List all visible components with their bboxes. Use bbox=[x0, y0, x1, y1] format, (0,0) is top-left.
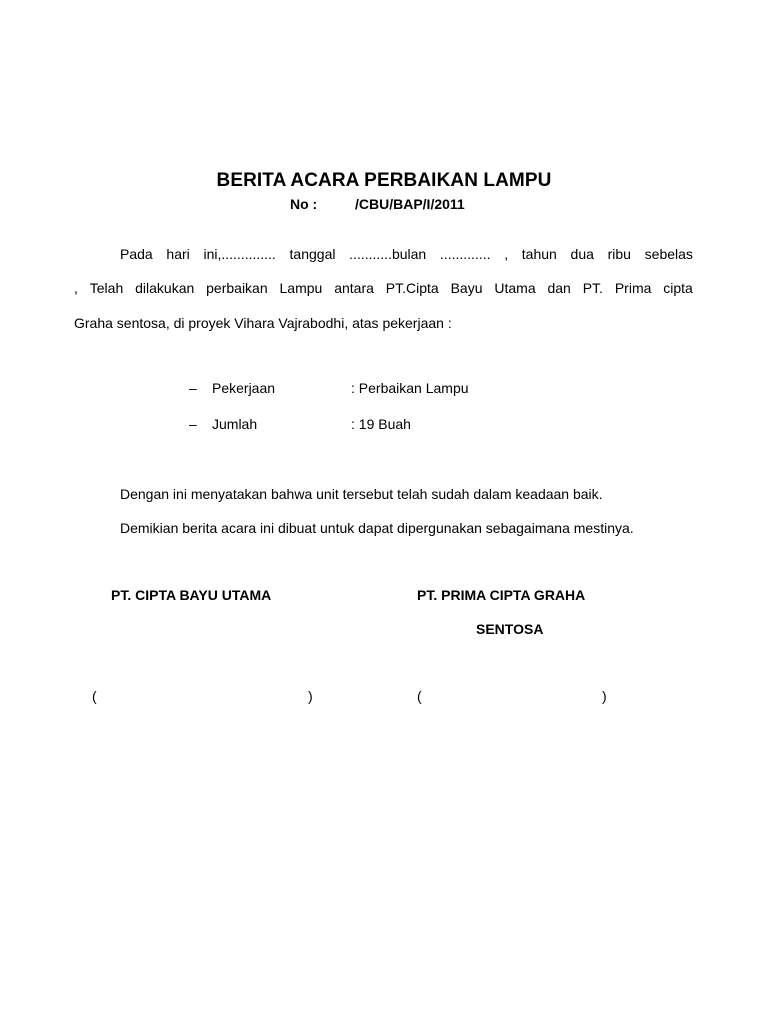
paragraph-word: , bbox=[74, 280, 78, 296]
item-label-pekerjaan: Pekerjaan bbox=[212, 380, 276, 396]
paragraph-word: Bayu bbox=[450, 280, 483, 296]
signature-right-company-line-2: SENTOSA bbox=[476, 621, 544, 637]
paragraph-word: perbaikan bbox=[206, 280, 268, 296]
paragraph-word: hari bbox=[166, 246, 190, 262]
statement-condition: Dengan ini menyatakan bahwa unit tersebut telah sudah dalam keadaan baik. bbox=[120, 486, 603, 502]
document-number-value: /CBU/BAP/I/2011 bbox=[355, 196, 465, 212]
signature-right-company-line-1: PT. PRIMA CIPTA GRAHA bbox=[417, 587, 586, 603]
paragraph-word: cipta bbox=[663, 280, 693, 296]
paragraph-word: antara bbox=[334, 280, 374, 296]
paragraph-word: tanggal bbox=[289, 246, 336, 262]
paragraph-word: PT. bbox=[582, 280, 603, 296]
paragraph-word: Utama bbox=[494, 280, 536, 296]
list-bullet: – bbox=[189, 416, 197, 432]
paragraph-word: PT.Cipta bbox=[385, 280, 439, 296]
paragraph-word: ribu bbox=[607, 246, 631, 262]
paragraph-word: Prima bbox=[614, 280, 652, 296]
document-number-label: No : bbox=[290, 196, 318, 212]
signature-left-open-paren: ( bbox=[92, 688, 97, 704]
item-label-jumlah: Jumlah bbox=[212, 416, 258, 432]
paragraph-word: ...........bulan bbox=[349, 246, 427, 262]
signature-left-company: PT. CIPTA BAYU UTAMA bbox=[111, 587, 272, 603]
paragraph-line-3: Graha sentosa, di proyek Vihara Vajrabodhi, atas pekerjaan : bbox=[74, 315, 452, 331]
item-value-jumlah: : 19 Buah bbox=[351, 416, 411, 432]
item-value-pekerjaan: : Perbaikan Lampu bbox=[351, 380, 469, 396]
signature-right-close-paren: ) bbox=[602, 688, 607, 704]
paragraph-word: dan bbox=[547, 280, 571, 296]
paragraph-word: dua bbox=[570, 246, 594, 262]
paragraph-word: Lampu bbox=[279, 280, 323, 296]
paragraph-word: ini,.............. bbox=[203, 246, 276, 262]
signature-left-close-paren: ) bbox=[308, 688, 313, 704]
list-bullet: – bbox=[189, 380, 197, 396]
signature-right-open-paren: ( bbox=[417, 688, 422, 704]
paragraph-line-1 bbox=[120, 246, 693, 262]
document-title: BERITA ACARA PERBAIKAN LAMPU bbox=[216, 170, 552, 191]
paragraph-word: , bbox=[504, 246, 509, 262]
statement-closing: Demikian berita acara ini dibuat untuk dapat dipergunakan sebagaimana mestinya. bbox=[120, 520, 634, 536]
paragraph-word: sebelas bbox=[644, 246, 693, 262]
paragraph-word: tahun bbox=[521, 246, 557, 262]
paragraph-word: Pada bbox=[120, 246, 153, 262]
paragraph-word: dilakukan bbox=[135, 280, 195, 296]
paragraph-line-2 bbox=[74, 280, 693, 296]
paragraph-word: ............. bbox=[439, 246, 491, 262]
paragraph-word: Telah bbox=[89, 280, 124, 296]
